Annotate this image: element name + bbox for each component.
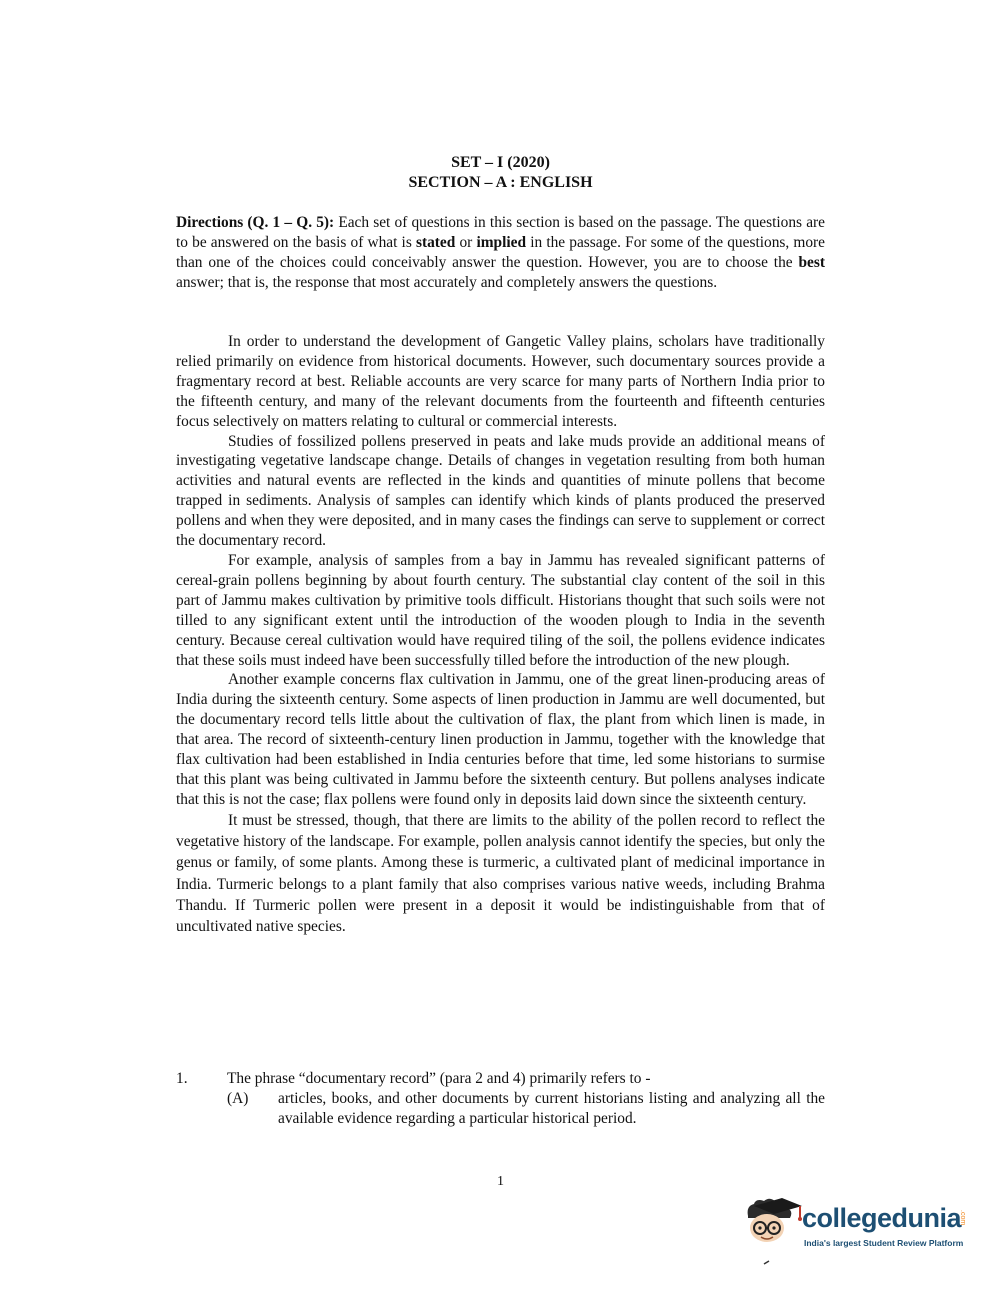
page-number: 1 bbox=[497, 1174, 504, 1189]
directions-text-2: or bbox=[455, 234, 477, 251]
passage-paragraph-1: In order to understand the development of Gangetic Valley plains, scholars have traditionally relied primarily on evidence from historical documents. However, such documentary sources provide a fragmentary record at best. Reliable accounts are very scarce for many parts of Northern India prior to the fifteenth century, and many of the relevant documents from the fourteenth and fifteenth centuries focus selectively on matters relating to cultural or commercial interests. bbox=[176, 333, 825, 430]
question-number: 1. bbox=[176, 1070, 188, 1087]
question-text: The phrase “documentary record” (para 2 and 4) primarily refers to - bbox=[227, 1070, 651, 1087]
directions-text-3: in the passage. For some of the questions, more than one of the choices could conceivably answer the question. However, you are to choose the bbox=[176, 234, 826, 271]
directions-paragraph bbox=[176, 213, 825, 293]
set-title: SET – I (2020) bbox=[451, 154, 550, 171]
question-1 bbox=[176, 1069, 825, 1129]
directions-stated: stated bbox=[415, 234, 456, 251]
page-header bbox=[0, 153, 1001, 193]
passage-paragraph-5: It must be stressed, though, that there are limits to the ability of the pollen record to reflect the vegetative history of the landscape. For example, pollen analysis cannot identify the species, but only the genus or family, of some plants. Among these is turmeric, a cultivated plant of medicinal importance in India. Turmeric belongs to a plant family that also comprises various native weeds, including Brahma Thandu. If Turmeric pollen were present in a deposit it would be indistinguishable from that of uncultivated native species. bbox=[176, 811, 825, 936]
directions-label: Directions (Q. 1 – Q. 5): bbox=[176, 214, 335, 231]
option-letter: (A) bbox=[227, 1090, 249, 1107]
logo-wordmark: collegedunia bbox=[802, 1203, 962, 1233]
collegedunia-logo bbox=[742, 1196, 972, 1266]
passage-paragraph-2: Studies of fossilized pollens preserved in peats and lake muds provide an additional means of investigating vegetative landscape change. Details of changes in vegetation resulting from both human activities and natural events are reflected in the kinds and quantities of minute pollens that become trapped in sediments. Analysis of samples can identify which kinds of plants produced the preserved pollens and when they were deposited, and in many cases the findings can serve to supplement or correct the documentary record. bbox=[176, 432, 825, 550]
logo-domain: .com bbox=[959, 1210, 966, 1226]
passage-paragraph-4: Another example concerns flax cultivation in Jammu, one of the great linen-producing areas of India during the sixteenth century. Some aspects of linen production in Jammu are well documented, but the documentary record tells little about the cultivation of flax, the plant from which linen is made, in that area. The record of sixteenth-century linen production in Jammu, together with the knowledge that flax cultivation had been established in India centuries before that time, led some historians to surmise that this plant was being cultivated in Jammu before the sixteenth century. But pollens analyses indicate that this is not the case; flax pollens were found only in deposits laid down since the sixteenth century. bbox=[176, 671, 825, 808]
option-a bbox=[227, 1089, 825, 1129]
passage-paragraph-3: For example, analysis of samples from a bay in Jammu has revealed significant patterns of cereal-grain pollens beginning by about fourth century. The substantial clay content of the soil in this part of Jammu makes cultivation by primitive tools difficult. Historians thought that such soils were not tilled to any significant extent until the introduction of the wooden plough to India in the seventh century. Because cereal cultivation would have required tiling of the soil, the pollens evidence indicates that these soils must indeed have been successfully tilled before the introduction of the new plough. bbox=[176, 551, 825, 669]
reading-passage bbox=[176, 332, 825, 938]
directions-best: best bbox=[798, 254, 825, 271]
logo-tagline: India's largest Student Review Platform bbox=[804, 1238, 964, 1248]
option-text: articles, books, and other documents by current historians listing and analyzing all the available evidence regarding a particular historical period. bbox=[278, 1090, 825, 1127]
directions-text-4: answer; that is, the response that most accurately and completely answers the questions. bbox=[176, 274, 718, 291]
directions-text-1: Each set of questions in this section is based on the passage. The questions are to be answered on the basis of what is bbox=[176, 214, 825, 251]
section-title: SECTION – A : ENGLISH bbox=[408, 174, 593, 191]
directions-implied: implied bbox=[476, 234, 527, 251]
mascot-icon bbox=[742, 1196, 804, 1266]
